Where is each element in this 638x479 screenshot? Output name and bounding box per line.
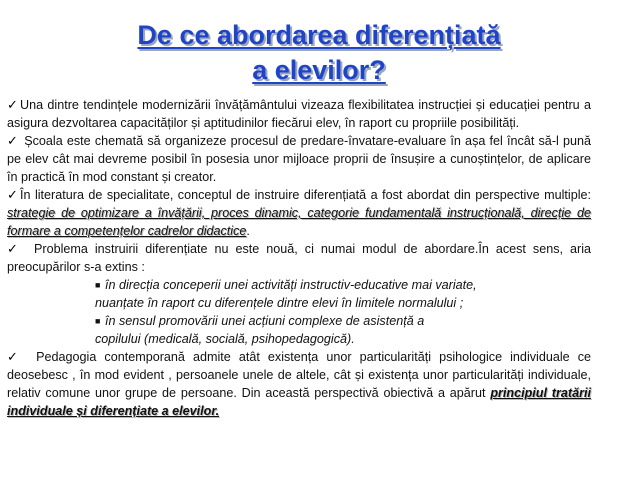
paragraph-5 <box>7 348 591 420</box>
paragraph-3-end: . <box>246 224 250 238</box>
slide-content <box>7 96 591 420</box>
sub-bullet-2-continuation: copilului (medicală, socială, psihopedagogică). <box>95 332 355 346</box>
slide-title-line-1: De ce abordarea diferențiată <box>137 20 501 50</box>
sub-bullet-1 <box>7 276 591 294</box>
paragraph-2-text: Școala este chemată să organizeze procesul de predare-învatare-evaluare în așa fel încât să-l pună pe elev cât mai devreme posibil în posesia unor mijloace proprii de însușire a cunoștințelor, de aplicare în practică în mod constant și creator. <box>7 134 592 184</box>
paragraph-4-text: Problema instruirii diferențiate nu este nouă, ci numai modul de abordare.În acest sens, aria preocupărilor s-a extins : <box>7 242 591 274</box>
sub-bullet-2-text: în sensul promovării unei acțiuni complexe de asistență a <box>105 314 425 328</box>
paragraph-3 <box>7 186 591 240</box>
paragraph-3-text: În literatura de specialitate, conceptul de instruire diferențiată a fost abordat din perspective multiple: <box>20 188 591 202</box>
paragraph-2 <box>7 132 591 186</box>
sub-bullet-1-text: în direcția conceperii unei activități instructiv-educative mai variate, <box>105 278 477 292</box>
check-icon: ✓ <box>7 187 18 202</box>
slide-title-line-2: a elevilor? <box>252 55 386 85</box>
check-icon: ✓ <box>7 97 18 112</box>
sub-bullet-2 <box>7 312 591 330</box>
paragraph-1 <box>7 96 591 132</box>
paragraph-3-emphasis: strategie de optimizare a învățării, proces dinamic, categorie fundamentală instrucțională, direcție de formare a competențelor cadrelor didactice <box>7 206 591 238</box>
paragraph-1-text: Una dintre tendințele modernizării învățământului vizeaza flexibilitatea instrucției și educației pentru a asigura dezvoltarea capacităților și aptitudinilor fiecărui elev, în raport cu propriile posibilități. <box>7 98 591 130</box>
check-icon: ✓ <box>7 133 18 148</box>
paragraph-5-text: Pedagogia contemporană admite atât existența unor particularități psihologice individuale ce deosebesc , în mod evident , persoanele unele de altele, cât și existența unor particularități individuale, relativ comune unor grupe de persoane. Din această perspectivă obiectivă a apărut <box>7 350 592 400</box>
check-icon: ✓ <box>7 349 18 364</box>
paragraph-4 <box>7 240 591 276</box>
sub-bullet-1-continuation: nuanțate în raport cu diferențele dintre elevi în limitele normalului ; <box>95 296 464 310</box>
paragraph-5-emphasis: principiul tratării individuale și diferențiate a elevilor. <box>7 386 591 418</box>
check-icon: ✓ <box>7 241 18 256</box>
square-bullet-icon: ■ <box>95 316 101 326</box>
square-bullet-icon: ■ <box>95 280 101 290</box>
